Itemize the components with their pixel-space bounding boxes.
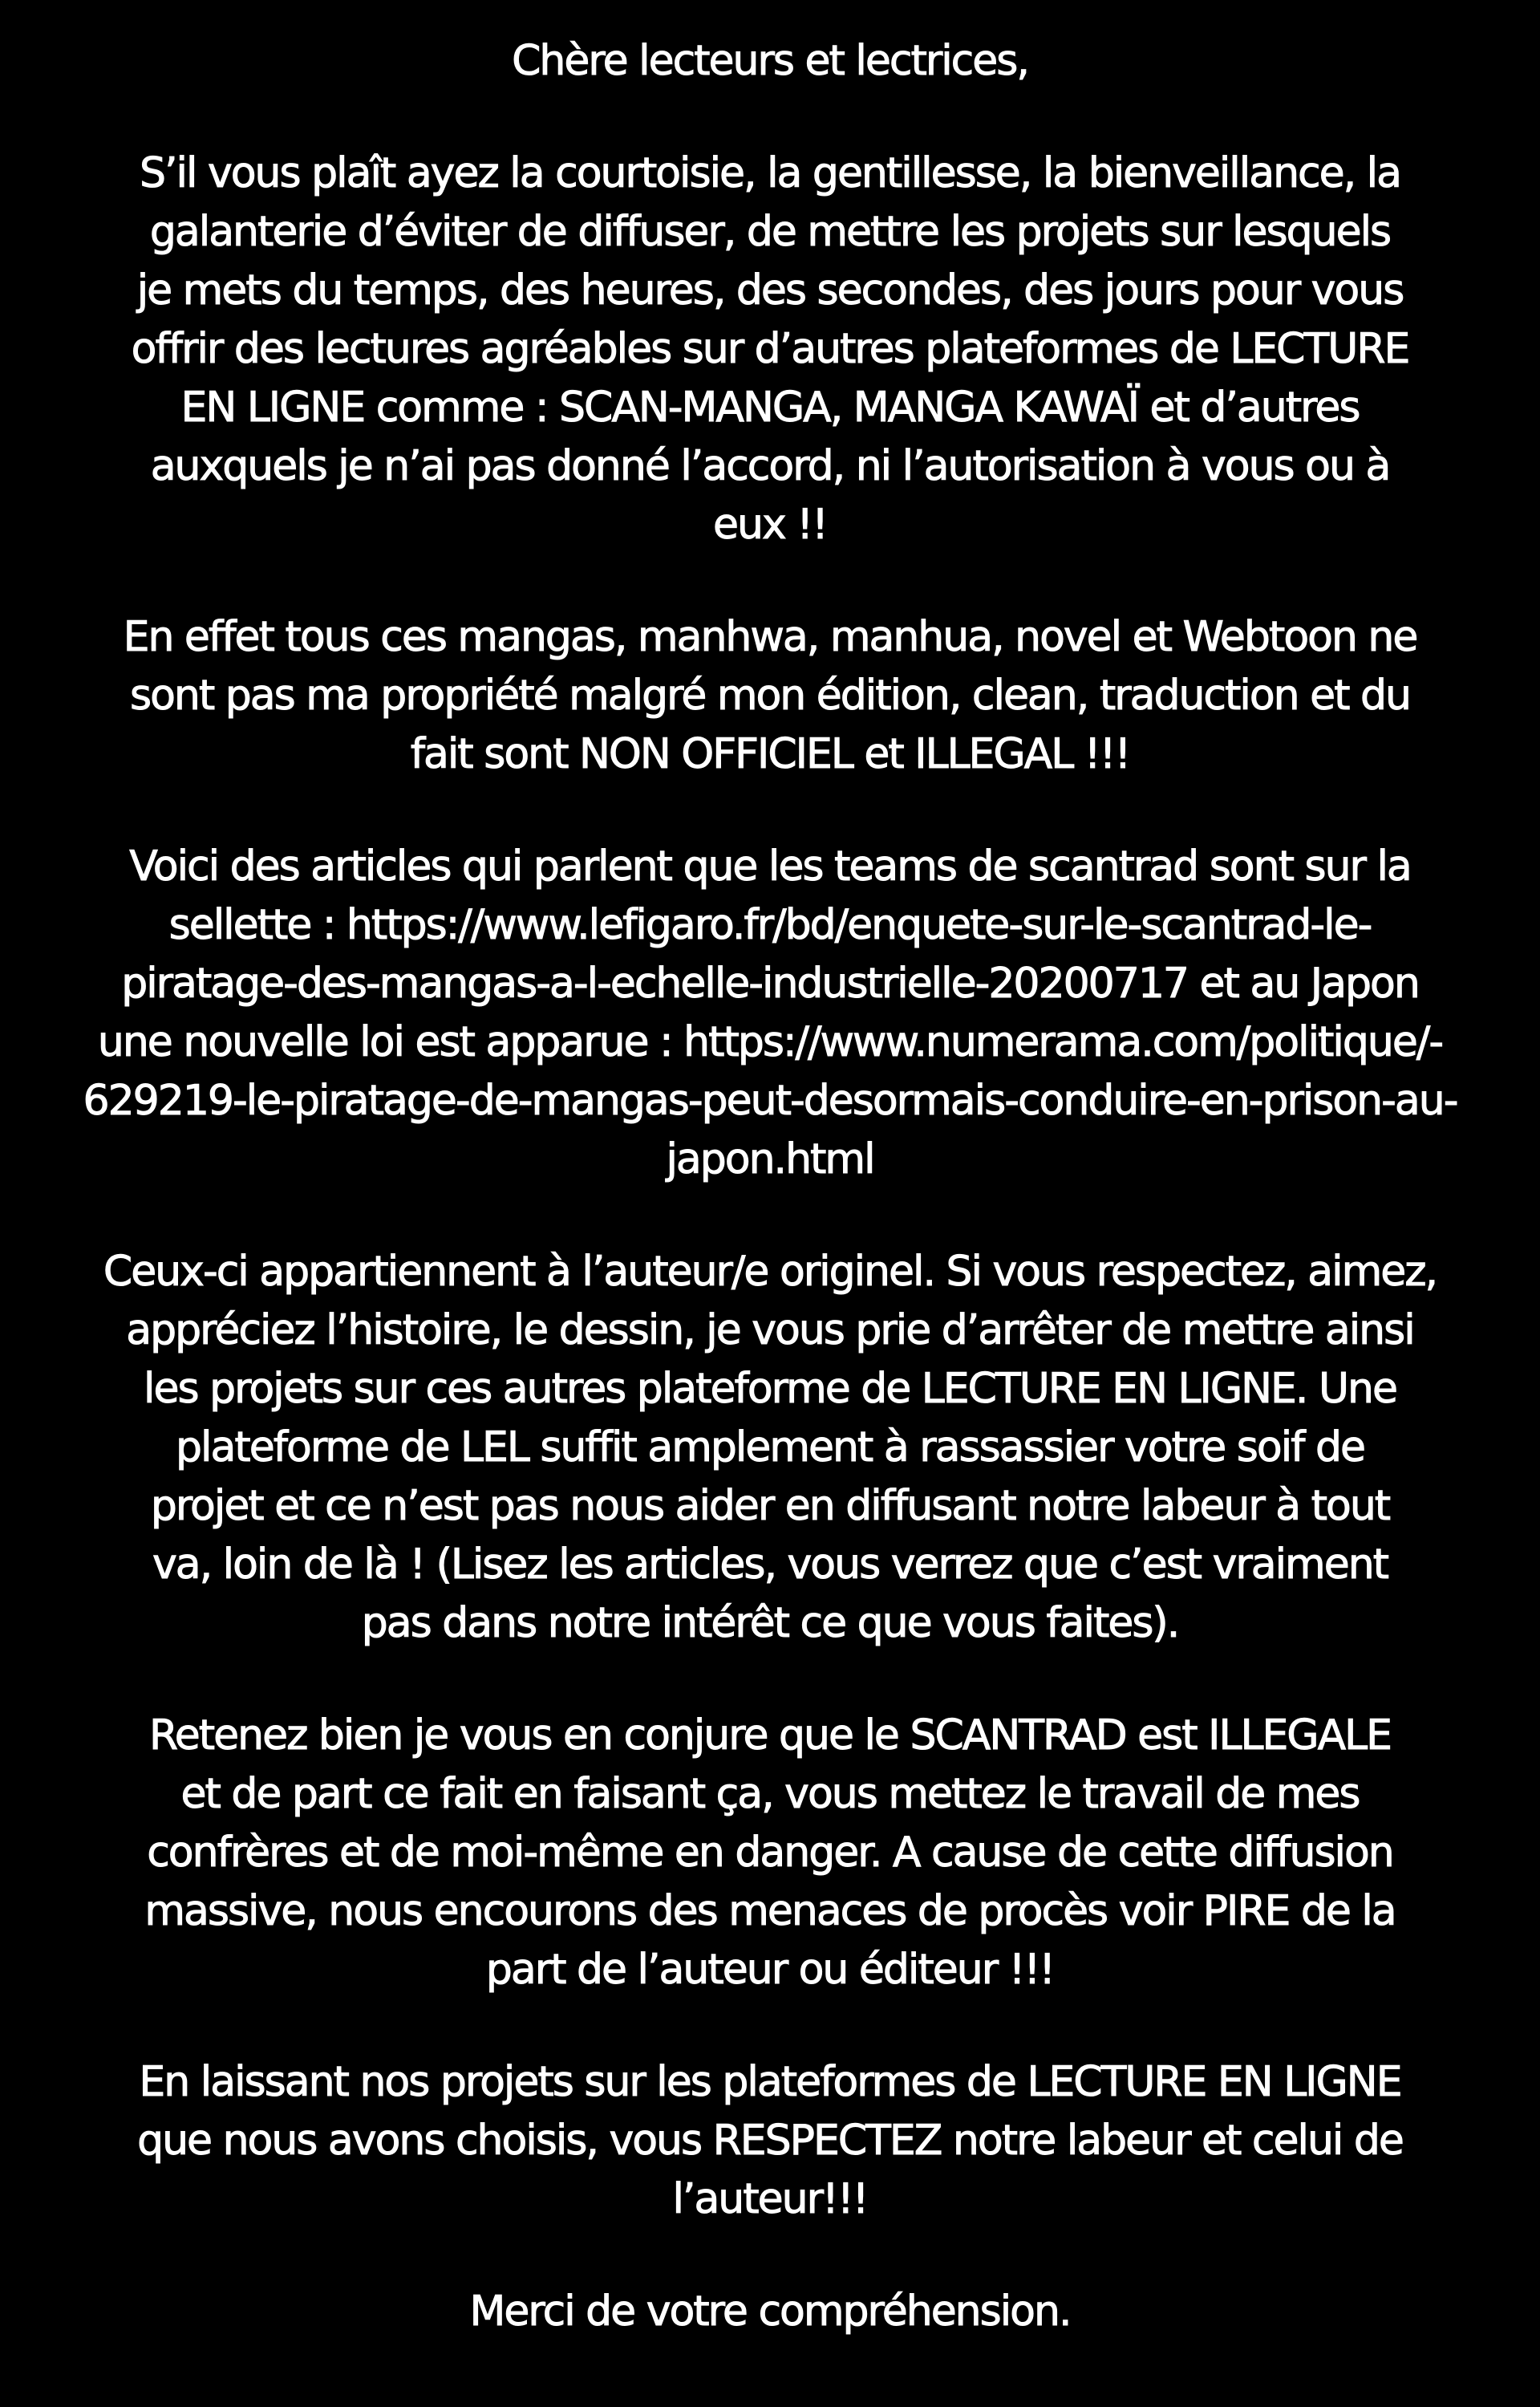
text-line: les projets sur ces autres plateforme de LECTURE EN LIGNE. Une [144,1365,1396,1413]
text-line: part de l’auteur ou éditeur !!! [485,1946,1055,1994]
article-url-line: sellette : https://www.lefigaro.fr/bd/enquete-sur-le-scantrad-le- [168,901,1372,949]
text-line: Voici des articles qui parlent que les teams de scantrad sont sur la [129,842,1411,891]
text-line: massive, nous encourons des menaces de procès voir PIRE de la [144,1887,1396,1935]
paragraph-request [0,144,1540,554]
article-url-line: une nouvelle loi est apparue : https://www.numerama.com/politique/- [97,1018,1443,1066]
text-line: fait sont NON OFFICIEL et ILLEGAL !!! [410,730,1130,778]
text-line: je mets du temps, des heures, des secondes, des jours pour vous [136,266,1404,315]
text-line: que nous avons choisis, vous RESPECTEZ notre labeur et celui de [137,2117,1403,2165]
paragraph-illegal-warning [0,608,1540,784]
article-url-line: japon.html [666,1135,874,1183]
text-line: EN LIGNE comme : SCAN-MANGA, MANGA KAWAÏ et d’autres [180,384,1360,432]
paragraph-respect [0,2053,1540,2229]
text-line: Retenez bien je vous en conjure que le SCANTRAD est ILLEGALE [148,1711,1391,1760]
text-line: appréciez l’histoire, le dessin, je vous prie d’arrêter de mettre ainsi [126,1306,1414,1354]
text-line: En laissant nos projets sur les plateformes de LECTURE EN LIGNE [139,2058,1401,2106]
salutation-line: Chère lecteurs et lectrices, [512,37,1028,85]
article-url-line: piratage-des-mangas-a-l-echelle-industrielle-20200717 et au Japon [121,960,1419,1008]
text-line: l’auteur!!! [672,2175,868,2223]
text-line: eux !! [713,501,827,549]
text-line: Ceux-ci appartiennent à l’auteur/e originel. Si vous respectez, aimez, [103,1248,1437,1296]
text-line: confrères et de moi-même en danger. A cause de cette diffusion [147,1829,1393,1877]
text-line: pas dans notre intérêt ce que vous faites). [361,1599,1179,1647]
closing-line: Merci de votre compréhension. [469,2287,1071,2336]
text-line: galanterie d’éviter de diffuser, de mettre les projets sur lesquels [149,208,1391,256]
paragraph-author-rights [0,1243,1540,1653]
text-line: sont pas ma propriété malgré mon édition, clean, traduction et du [129,672,1411,720]
text-line: va, loin de là ! (Lisez les articles, vous verrez que c’est vraiment [152,1540,1388,1589]
text-line: En effet tous ces mangas, manhwa, manhua, novel et Webtoon ne [123,613,1417,661]
text-line: projet et ce n’est pas nous aider en diffusant notre labeur à tout [150,1482,1390,1530]
closing-line-wrap [0,2283,1540,2341]
text-line: auxquels je n’ai pas donné l’accord, ni l’autorisation à vous ou à [150,442,1390,490]
paragraph-articles [0,838,1540,1189]
paragraph-scantrad-illegal [0,1707,1540,1999]
text-line: plateforme de LEL suffit amplement à rassassier votre soif de [176,1423,1364,1471]
text-line: S’il vous plaît ayez la courtoisie, la gentillesse, la bienveillance, la [140,149,1400,197]
text-line: offrir des lectures agréables sur d’autres plateformes de LECTURE [131,325,1409,373]
article-url-line: 629219-le-piratage-de-mangas-peut-desormais-conduire-en-prison-au- [83,1077,1457,1125]
text-line: et de part ce fait en faisant ça, vous mettez le travail de mes [180,1770,1360,1818]
